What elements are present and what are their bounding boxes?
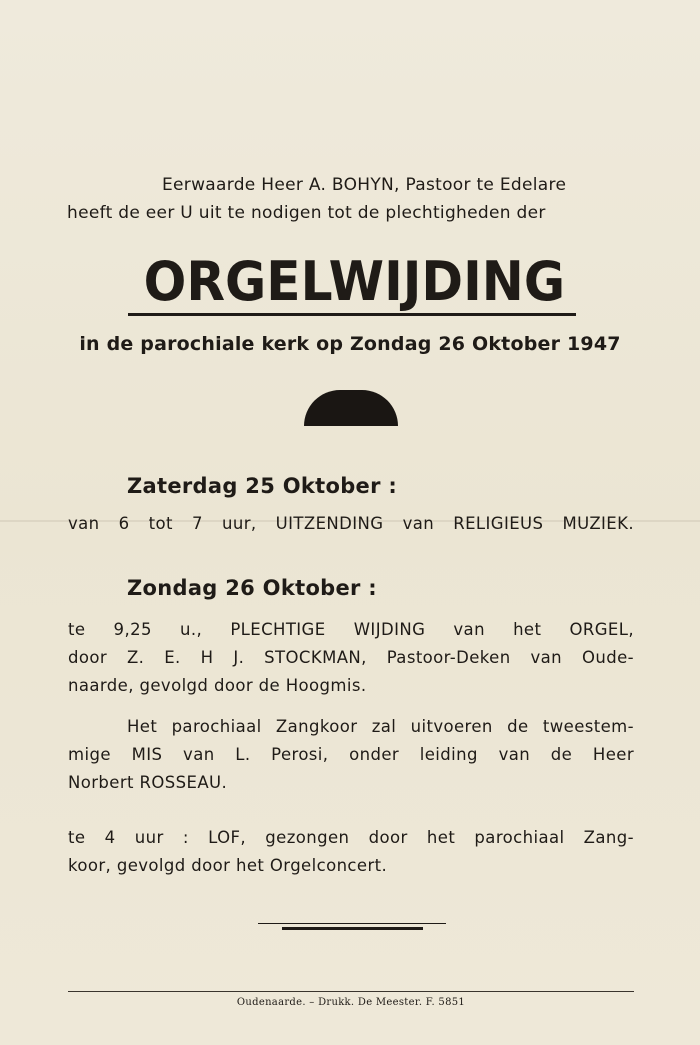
printer-footer: Oudenaarde. – Drukk. De Meester. F. 5851 — [236, 997, 466, 1008]
semicircle-ornament-icon — [304, 390, 398, 426]
invitation-line-1: Eerwaarde Heer A. BOHYN, Pastoor te Edelare — [162, 175, 567, 195]
footer-rule — [68, 991, 634, 992]
saturday-program: van 6 tot 7 uur, UITZENDING van RELIGIEUS MUZIEK. — [68, 514, 634, 533]
sunday-heading: Zondag 26 Oktober : — [127, 576, 378, 600]
event-location: in de parochiale kerk op Zondag 26 Oktober 1947 — [79, 333, 621, 355]
saturday-heading: Zaterdag 25 Oktober : — [127, 474, 398, 498]
choir-line-1: Het parochiaal Zangkoor zal uitvoeren de tweestem- — [127, 717, 634, 736]
lof-line-2: koor, gevolgd door het Orgelconcert. — [68, 856, 388, 875]
closing-rule-thin — [258, 923, 446, 924]
page-title: ORGELWIJDING — [143, 250, 566, 313]
invitation-line-2: heeft de eer U uit te nodigen tot de plechtigheden der — [67, 203, 546, 223]
sunday-ceremony-line-3: naarde, gevolgd door de Hoogmis. — [68, 676, 367, 695]
title-underline — [128, 313, 576, 316]
sunday-ceremony-line-1: te 9,25 u., PLECHTIGE WIJDING van het ORGEL, — [68, 620, 634, 639]
closing-rule-thick — [282, 927, 423, 930]
choir-line-3: Norbert ROSSEAU. — [68, 773, 228, 792]
choir-line-2: mige MIS van L. Perosi, onder leiding van de Heer — [68, 745, 634, 764]
lof-line-1: te 4 uur : LOF, gezongen door het parochiaal Zang- — [68, 828, 634, 847]
sunday-ceremony-line-2: door Z. E. H J. STOCKMAN, Pastoor-Deken van Oude- — [68, 648, 634, 667]
